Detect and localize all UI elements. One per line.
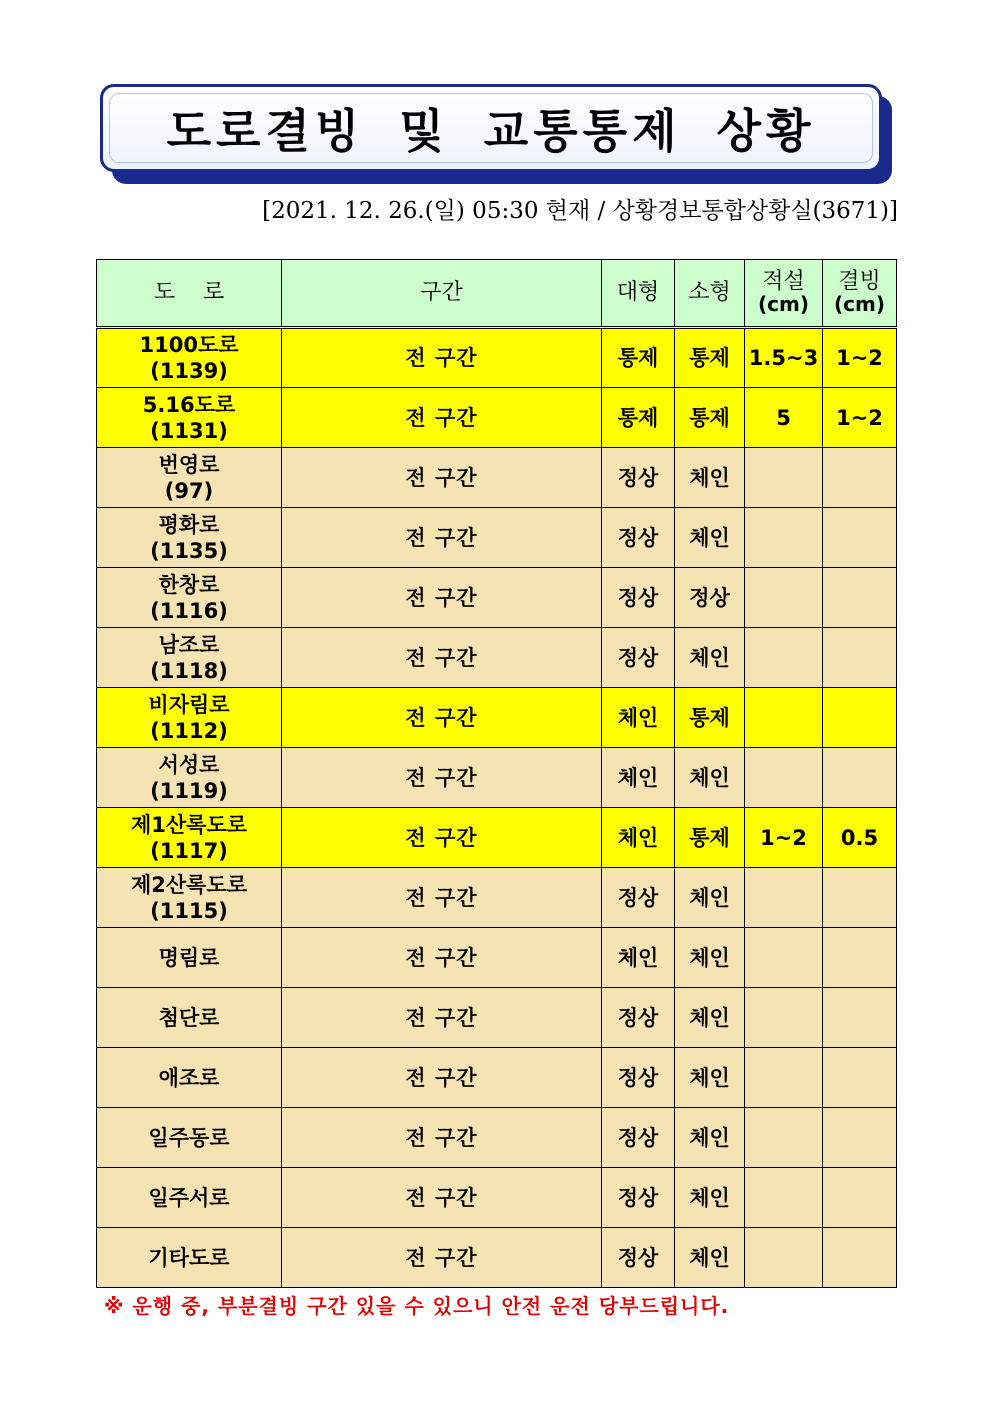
small-vehicle-status: 통제 <box>675 688 745 748</box>
ice-depth-cell <box>823 748 897 808</box>
ice-depth-cell <box>823 988 897 1048</box>
table-row <box>97 988 897 1048</box>
snow-depth-cell <box>745 508 823 568</box>
large-vehicle-status: 정상 <box>602 1228 675 1288</box>
road-cell <box>97 628 282 688</box>
road-cell <box>97 1048 282 1108</box>
header-snow-unit: (cm) <box>758 292 809 316</box>
small-vehicle-status: 통제 <box>675 328 745 388</box>
road-number: (1118) <box>150 658 228 683</box>
road-cell <box>97 928 282 988</box>
snow-depth-cell <box>745 868 823 928</box>
small-vehicle-status: 체인 <box>675 988 745 1048</box>
ice-depth-cell <box>823 928 897 988</box>
snow-depth-cell <box>745 688 823 748</box>
small-vehicle-status: 체인 <box>675 508 745 568</box>
road-cell <box>97 808 282 868</box>
road-number: (1119) <box>150 778 228 803</box>
section-cell: 전 구간 <box>282 808 602 868</box>
snow-depth-cell <box>745 628 823 688</box>
ice-depth-cell <box>823 1228 897 1288</box>
snow-depth-cell <box>745 568 823 628</box>
safety-notice: ※ 운행 중, 부분결빙 구간 있을 수 있으니 안전 운전 당부드립니다. <box>104 1294 730 1318</box>
header-snow-label: 적설 <box>762 269 805 294</box>
table-header-row <box>97 260 897 328</box>
large-vehicle-status: 정상 <box>602 868 675 928</box>
road-name: 일주동로 <box>148 1125 230 1150</box>
small-vehicle-status: 체인 <box>675 1108 745 1168</box>
large-vehicle-status: 정상 <box>602 628 675 688</box>
ice-depth-cell <box>823 628 897 688</box>
snow-depth-cell <box>745 748 823 808</box>
snow-depth-cell <box>745 1168 823 1228</box>
road-status-table <box>96 259 897 1288</box>
road-name: 첨단로 <box>158 1005 220 1030</box>
road-name: 남조로 <box>158 632 220 657</box>
header-ice-unit: (cm) <box>834 292 885 316</box>
table-row <box>97 568 897 628</box>
snow-depth-cell <box>745 1108 823 1168</box>
section-cell: 전 구간 <box>282 688 602 748</box>
road-cell <box>97 988 282 1048</box>
road-cell <box>97 508 282 568</box>
snow-depth-cell <box>745 1048 823 1108</box>
small-vehicle-status: 체인 <box>675 748 745 808</box>
road-number: (1139) <box>150 359 228 383</box>
small-vehicle-status: 체인 <box>675 1168 745 1228</box>
table-row <box>97 688 897 748</box>
ice-depth-cell: 1~2 <box>823 388 897 448</box>
small-vehicle-status: 체인 <box>675 448 745 508</box>
road-number: (1131) <box>150 418 228 443</box>
road-name: 한창로 <box>158 572 220 597</box>
header-section: 구간 <box>282 260 602 328</box>
section-cell: 전 구간 <box>282 568 602 628</box>
table-row <box>97 748 897 808</box>
large-vehicle-status: 정상 <box>602 1108 675 1168</box>
section-cell: 전 구간 <box>282 928 602 988</box>
small-vehicle-status: 체인 <box>675 1228 745 1288</box>
road-name: 애조로 <box>158 1065 220 1090</box>
small-vehicle-status: 체인 <box>675 928 745 988</box>
section-cell: 전 구간 <box>282 508 602 568</box>
table-row <box>97 928 897 988</box>
snow-depth-cell <box>745 928 823 988</box>
large-vehicle-status: 통제 <box>602 388 675 448</box>
road-name: 1100도로 <box>139 333 239 357</box>
header-small-vehicle: 소형 <box>675 260 745 328</box>
road-name: 평화로 <box>158 512 220 537</box>
large-vehicle-status: 체인 <box>602 928 675 988</box>
section-cell: 전 구간 <box>282 1048 602 1108</box>
table-row <box>97 448 897 508</box>
section-cell: 전 구간 <box>282 388 602 448</box>
road-number: (1135) <box>150 538 228 563</box>
road-cell <box>97 1168 282 1228</box>
road-name: 제1산록도로 <box>130 812 248 837</box>
table-row <box>97 628 897 688</box>
road-number: (1116) <box>150 598 228 623</box>
table-row <box>97 1048 897 1108</box>
ice-depth-cell <box>823 1168 897 1228</box>
ice-depth-cell <box>823 868 897 928</box>
ice-depth-cell <box>823 448 897 508</box>
section-cell: 전 구간 <box>282 628 602 688</box>
road-cell <box>97 868 282 928</box>
small-vehicle-status: 체인 <box>675 628 745 688</box>
road-name: 서성로 <box>158 752 220 777</box>
section-cell: 전 구간 <box>282 328 602 388</box>
road-cell <box>97 748 282 808</box>
page-title: 도로결빙 및 교통통제 상황 <box>166 104 816 158</box>
large-vehicle-status: 정상 <box>602 1168 675 1228</box>
section-cell: 전 구간 <box>282 1168 602 1228</box>
large-vehicle-status: 정상 <box>602 988 675 1048</box>
section-cell: 전 구간 <box>282 1108 602 1168</box>
table-row <box>97 1168 897 1228</box>
small-vehicle-status: 체인 <box>675 1048 745 1108</box>
road-number: (97) <box>164 478 214 503</box>
snow-depth-cell: 5 <box>745 388 823 448</box>
small-vehicle-status: 체인 <box>675 868 745 928</box>
table-row <box>97 808 897 868</box>
ice-depth-cell <box>823 508 897 568</box>
road-name: 비자림로 <box>148 692 230 717</box>
road-name: 기타도로 <box>148 1245 230 1270</box>
section-cell: 전 구간 <box>282 1228 602 1288</box>
header-large-vehicle: 대형 <box>602 260 675 328</box>
table-row <box>97 508 897 568</box>
road-number: (1112) <box>150 718 228 743</box>
large-vehicle-status: 정상 <box>602 568 675 628</box>
ice-depth-cell: 1~2 <box>823 328 897 388</box>
road-cell <box>97 388 282 448</box>
large-vehicle-status: 통제 <box>602 328 675 388</box>
section-cell: 전 구간 <box>282 748 602 808</box>
snow-depth-cell: 1.5~3 <box>745 328 823 388</box>
table-row <box>97 328 897 388</box>
large-vehicle-status: 정상 <box>602 508 675 568</box>
ice-depth-cell <box>823 1048 897 1108</box>
large-vehicle-status: 체인 <box>602 808 675 868</box>
road-name: 번영로 <box>158 452 220 477</box>
road-cell <box>97 328 282 388</box>
road-name: 제2산록도로 <box>130 872 248 897</box>
table-row <box>97 1108 897 1168</box>
large-vehicle-status: 체인 <box>602 688 675 748</box>
road-cell <box>97 688 282 748</box>
table-row <box>97 1228 897 1288</box>
road-cell <box>97 1108 282 1168</box>
ice-depth-cell: 0.5 <box>823 808 897 868</box>
road-number: (1117) <box>150 838 228 863</box>
snow-depth-cell <box>745 448 823 508</box>
road-cell <box>97 1228 282 1288</box>
table-row <box>97 388 897 448</box>
road-cell <box>97 568 282 628</box>
small-vehicle-status: 통제 <box>675 808 745 868</box>
snow-depth-cell <box>745 988 823 1048</box>
snow-depth-cell <box>745 1228 823 1288</box>
small-vehicle-status: 정상 <box>675 568 745 628</box>
small-vehicle-status: 통제 <box>675 388 745 448</box>
section-cell: 전 구간 <box>282 448 602 508</box>
header-road: 도 로 <box>97 260 282 328</box>
ice-depth-cell <box>823 688 897 748</box>
road-name: 명림로 <box>158 945 220 970</box>
section-cell: 전 구간 <box>282 868 602 928</box>
road-name: 5.16도로 <box>142 392 236 417</box>
road-cell <box>97 448 282 508</box>
header-snow-depth <box>745 260 823 328</box>
table-row <box>97 868 897 928</box>
large-vehicle-status: 정상 <box>602 448 675 508</box>
snow-depth-cell: 1~2 <box>745 808 823 868</box>
large-vehicle-status: 체인 <box>602 748 675 808</box>
header-ice-depth <box>823 260 897 328</box>
ice-depth-cell <box>823 1108 897 1168</box>
large-vehicle-status: 정상 <box>602 1048 675 1108</box>
title-banner <box>100 84 882 172</box>
road-name: 일주서로 <box>148 1185 230 1210</box>
road-number: (1115) <box>150 898 228 923</box>
section-cell: 전 구간 <box>282 988 602 1048</box>
header-ice-label: 결빙 <box>838 269 881 294</box>
ice-depth-cell <box>823 568 897 628</box>
report-timestamp: [2021. 12. 26.(일) 05:30 현재 / 상황경보통합상황실(3671)] <box>262 198 898 224</box>
